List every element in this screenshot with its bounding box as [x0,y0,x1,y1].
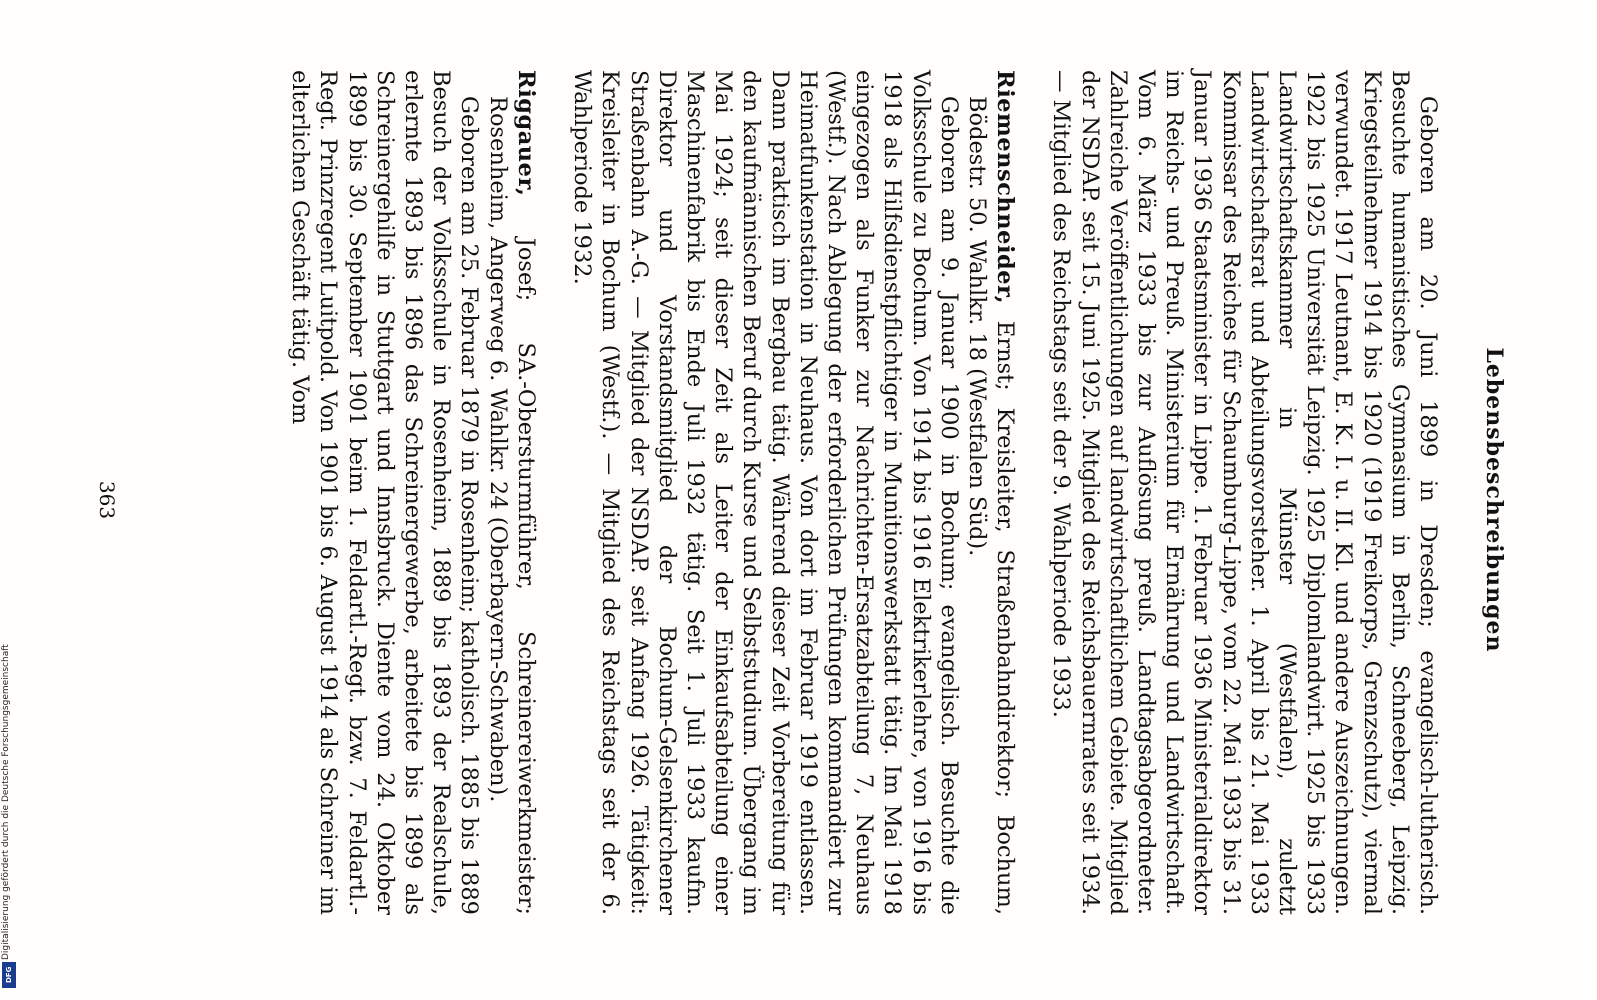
entry-heading [963,70,1019,915]
entry-biography-continued [1047,70,1442,915]
digitization-footer [0,0,20,1000]
dfg-logo: DFG [2,962,16,988]
entry-heading [484,70,540,915]
entry-head-details: Josef; SA.-Obersturmführer, Schreinereiwerkmeister; Rosenheim, Angerweg 6. Wahlkr. 24 (Oberbayern-Schwaben). [484,96,539,915]
footer-credit-text: Digitalisierung gefördert durch die Deutsche Forschungsgemeinschaft [1,644,11,960]
entry-paragraph: Geboren am 25. Februar 1879 in Rosenheim; katholisch. 1885 bis 1889 Besuch der Volksschule in Rosenheim, 1889 bis 1893 der Realschule, erlernte 1893 bis 1896 das Schreinergewerbe, arbeitete bis 1899 als Schreinergehilfe in Stuttgart und Innsbruck. Diente vom 24. Oktober 1899 bis 30. September 1901 beim 1. Feldartl.-Regt. bzw. 7. Feldartl.-Regt. Prinzregent Luitpold. Von 1901 bis 6. August 1914 als Schreiner im elterlichen Geschäft tätig. Vom [287,70,483,915]
entry-paragraph: Geboren am 20. Juni 1899 in Dresden; evangelisch-lutherisch. Besuchte humanistisches Gymnasium in Berlin, Schneeberg, Leipzig. Kriegsteilnehmer 1914 bis 1920 (1919 Freikorps, Grenzschutz), viermal verwundet. 1917 Leutnant, E. K. I. u. II. Kl. und andere Auszeichnungen. 1922 bis 1925 Universität Leipzig. 1925 Diplomlandwirt. 1925 bis 1933 Landwirtschaftskammer in Münster (Westfalen), zuletzt Landwirtschaftsrat und Abteilungsvorsteher. 1. April bis 21. Mai 1933 Kommissar des Reiches für Schaumburg-Lippe, vom 22. Mai 1933 bis 31. Januar 1936 Staatsminister in Lippe. 1. Februar 1936 Ministerialdirektor im Reichs- und Preuß. Ministerium für Ernährung und Landwirtschaft. Vom 6. März 1933 bis zur Auflösung preuß. Landtagsabgeordneter. Zahlreiche Veröffentlichungen auf landwirtschaftlichem Gebiete. Mitglied der NSDAP. seit 15. Juni 1925. Mitglied des Reichsbauernrates seit 1934. — Mitglied des Reichstags seit der 9. Wahlperiode 1933. [1048,70,1441,915]
entry-riemenschneider [568,70,1019,915]
page-number: 363 [95,480,119,520]
entry-paragraph: Geboren am 9. Januar 1900 in Bochum; evangelisch. Besuchte die Volksschule zu Bochum. Von 1914 bis 1916 Elektrikerlehre, von 1916 bis 1918 als Hilfsdienstpflichtiger in Munitionswerkstatt tätig. Im Mai 1918 eingezogen als Funker zur Nachrichten-Ersatzabteilung 7, Neuhaus (Westf.). Nach Ablegung der erforderlichen Prüfungen kommandiert zur Heimatfunkenstation in Neuhaus. Von dort im Februar 1919 entlassen. Dann praktisch im Bergbau tätig. Während dieser Zeit Vorbereitung für den kaufmännischen Beruf durch Kurse und Selbststudium. Übergang im Mai 1924; seit dieser Zeit als Leiter der Einkaufsabteilung einer Maschinenfabrik bis Ende Juli 1932 tätig. Seit 1. Juli 1933 kaufm. Direktor und Vorstandsmitglied der Bochum-Gelsenkirchener Straßenbahn A.-G. — Mitglied der NSDAP. seit Anfang 1926. Tätigkeit: Kreisleiter in Bochum (Westf.). — Mitglied des Reichstags seit der 6. Wahlperiode 1932. [569,70,962,915]
running-head: Lebensbeschreibungen [1481,347,1507,653]
entry-name: Riggauer, [512,70,539,197]
entry-head-details: Ernst; Kreisleiter, Straßenbahndirektor; Bochum, Bödestr. 50. Wahlkr. 18 (Westfalen Süd). [963,96,1019,915]
entry-riggauer [286,70,540,915]
entry-name: Riemenschneider, [992,70,1019,305]
page-body [258,70,1442,915]
